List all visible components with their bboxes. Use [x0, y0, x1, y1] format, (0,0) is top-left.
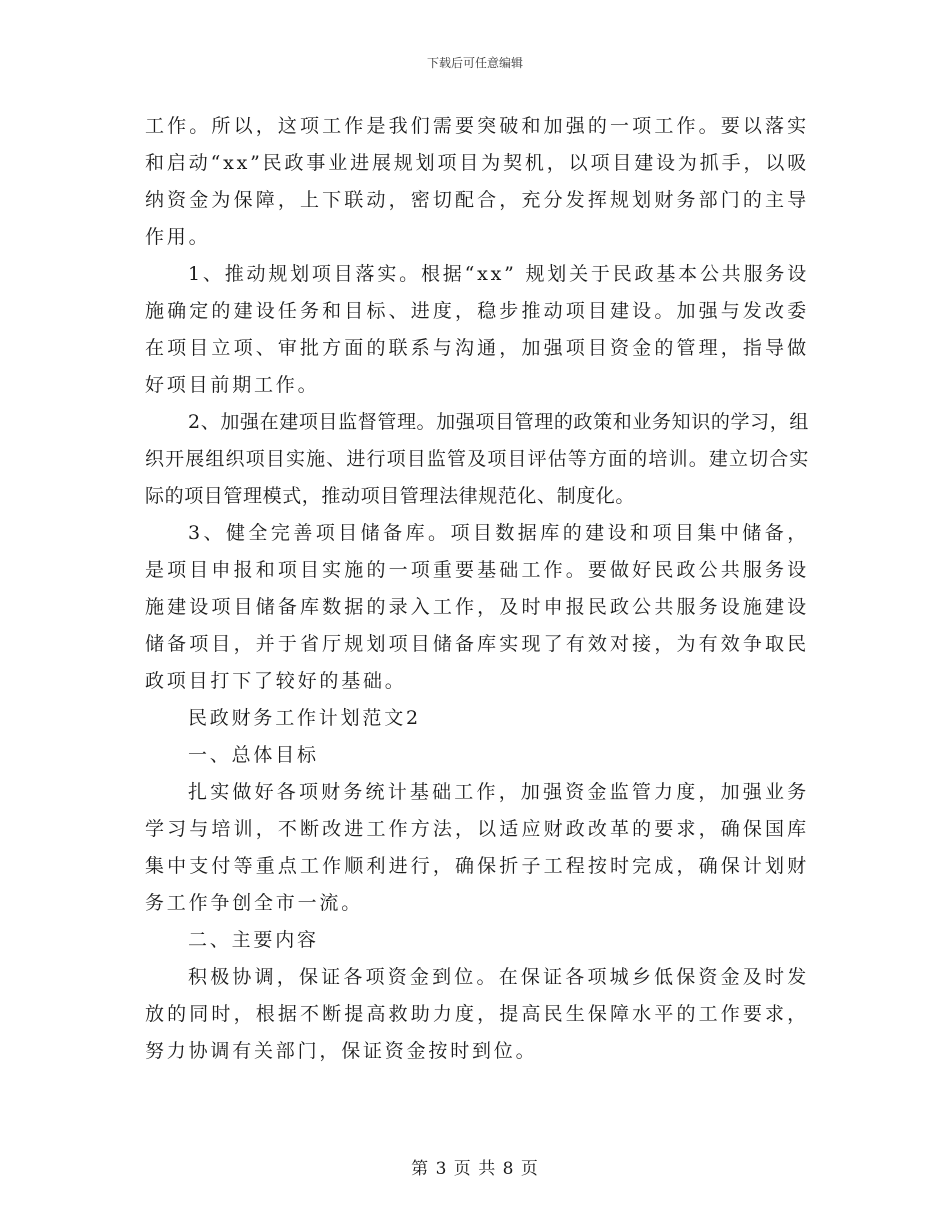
paragraph-item-1: 1、推动规划项目落实。根据“xx” 规划关于民政基本公共服务设施确定的建设任务和目标、进度，稳步推动项目建设。加强与发改委在项目立项、审批方面的联系与沟通，加强项目资金的管理，指导做好项目前期工作。	[145, 263, 809, 396]
page-header: 下载后可任意编辑	[426, 56, 523, 70]
section-title: 民政财务工作计划范文2	[188, 707, 421, 729]
paragraph-continuation: 工作。所以，这项工作是我们需要突破和加强的一项工作。要以落实和启动“xx”民政事业进展规划项目为契机，以项目建设为抓手，以吸纳资金为保障，上下联动，密切配合，充分发挥规划财务部门的主导作用。	[145, 115, 809, 248]
heading-overall-goal: 一、总体目标	[188, 744, 319, 766]
heading-main-content: 二、主要内容	[188, 929, 319, 951]
document-body	[145, 108, 809, 1070]
paragraph-overall-goal: 扎实做好各项财务统计基础工作，加强资金监管力度，加强业务学习与培训，不断改进工作方法，以适应财政改革的要求，确保国库集中支付等重点工作顺利进行，确保折子工程按时完成，确保计划财务工作争创全市一流。	[145, 781, 809, 914]
page-number-footer: 第 3 页 共 8 页	[411, 1159, 539, 1179]
paragraph-item-2: 2、加强在建项目监督管理。加强项目管理的政策和业务知识的学习，组织开展组织项目实施、进行项目监管及项目评估等方面的培训。建立切合实际的项目管理模式，推动项目管理法律规范化、制度化。	[145, 411, 809, 507]
paragraph-item-3: 3、健全完善项目储备库。项目数据库的建设和项目集中储备，是项目申报和项目实施的一项重要基础工作。要做好民政公共服务设施建设项目储备库数据的录入工作，及时申报民政公共服务设施建设储备项目，并于省厅规划项目储备库实现了有效对接，为有效争取民政项目打下了较好的基础。	[145, 522, 809, 692]
paragraph-main-content: 积极协调，保证各项资金到位。在保证各项城乡低保资金及时发放的同时，根据不断提高救助力度，提高民生保障水平的工作要求，努力协调有关部门，保证资金按时到位。	[145, 966, 809, 1062]
